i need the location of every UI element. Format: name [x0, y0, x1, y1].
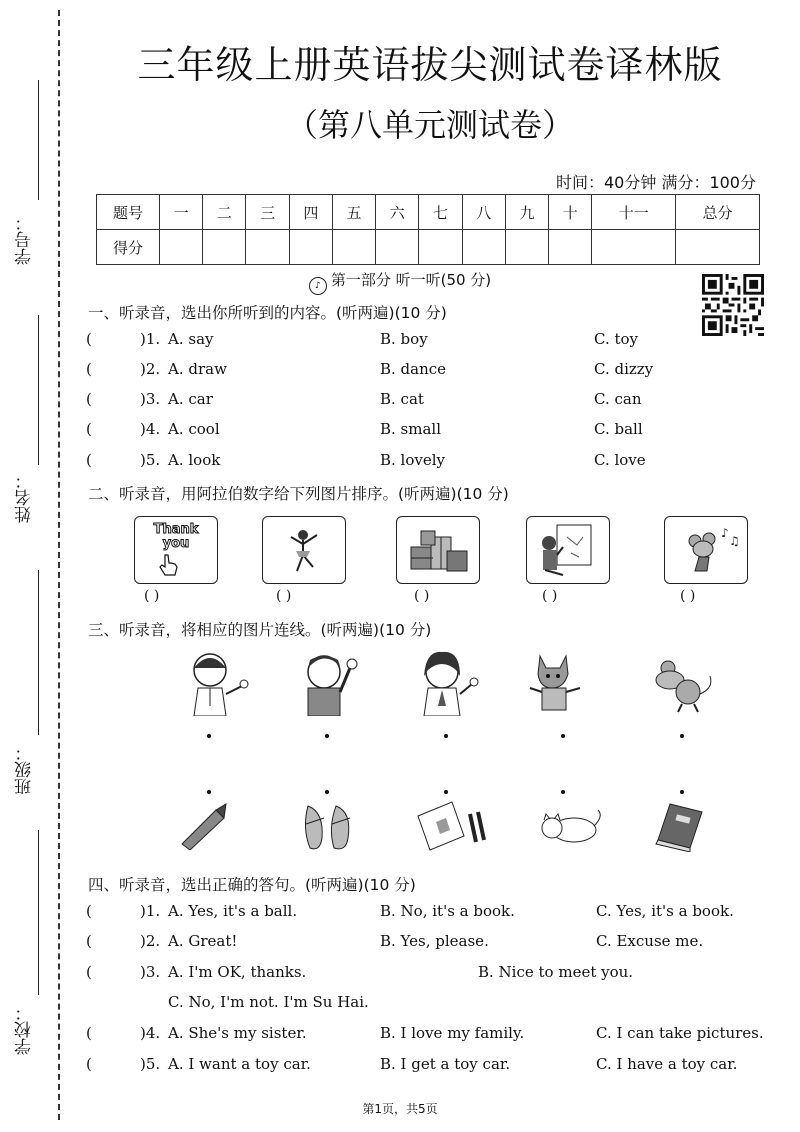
match-dot-bottom[interactable] — [325, 790, 329, 794]
match-dot-bottom[interactable] — [207, 790, 211, 794]
match-dot-top[interactable] — [207, 734, 211, 738]
option-c: C. love — [594, 451, 646, 469]
student-number-field[interactable] — [38, 80, 39, 200]
gift-boxes-picture — [396, 516, 480, 584]
section-four-heading: 四、听录音，选出正确的答句。(听两遍)(10 分) — [88, 876, 416, 894]
option-a: A. cool — [168, 420, 220, 438]
section-three-heading: 三、听录音，将相应的图片连线。(听两遍)(10 分) — [88, 621, 432, 639]
option-b: B. boy — [380, 330, 428, 348]
question-number: )4. — [140, 420, 161, 438]
question-number: )2. — [140, 360, 161, 378]
score-input-cell[interactable] — [289, 230, 332, 265]
match-dot-top[interactable] — [325, 734, 329, 738]
drawing-paper-picture — [412, 796, 488, 852]
svg-text:♫: ♫ — [729, 534, 740, 548]
answer-blank[interactable]: ( — [86, 963, 92, 981]
option-a: A. I'm OK, thanks. — [168, 963, 307, 981]
option-a: A. say — [168, 330, 214, 348]
option-a: A. draw — [168, 360, 227, 378]
option-c: C. No, I'm not. I'm Su Hai. — [168, 993, 369, 1011]
picture-order-blank[interactable]: ( ) — [144, 588, 160, 604]
score-table — [96, 194, 760, 265]
match-dot-bottom[interactable] — [444, 790, 448, 794]
score-input-cell[interactable] — [676, 230, 760, 265]
option-a: A. look — [168, 451, 221, 469]
section-two-heading: 二、听录音，用阿拉伯数字给下列图片排序。(听两遍)(10 分) — [88, 485, 509, 503]
picture-order-blank[interactable]: ( ) — [680, 588, 696, 604]
svg-text:♪: ♪ — [721, 526, 729, 540]
score-cell: 一 — [160, 195, 203, 230]
section-one-heading: 一、听录音，选出你所听到的内容。(听两遍)(10 分) — [88, 304, 447, 322]
answer-blank[interactable]: ( — [86, 902, 92, 920]
option-a: A. She's my sister. — [168, 1024, 307, 1042]
boy-painting-picture — [526, 516, 610, 584]
cat-toy-picture — [536, 804, 606, 848]
answer-blank[interactable]: ( — [86, 420, 92, 438]
score-cell: 十一 — [592, 195, 676, 230]
score-input-cell[interactable] — [203, 230, 246, 265]
page-footer: 第1页，共5页 — [362, 1102, 438, 1116]
option-c: C. I can take pictures. — [596, 1024, 764, 1042]
school-label: 学校： — [15, 1004, 35, 1056]
thank-you-card-picture — [134, 516, 218, 584]
option-c: C. toy — [594, 330, 639, 348]
score-cell: 十 — [549, 195, 592, 230]
time-info: 时间：40分钟 满分：100分 — [556, 173, 756, 192]
match-dot-bottom[interactable] — [561, 790, 565, 794]
option-c: C. I have a toy car. — [596, 1055, 738, 1073]
option-b: B. cat — [380, 390, 424, 408]
score-cell: 八 — [462, 195, 505, 230]
page-title: 三年级上册英语拔尖测试卷译林版 — [137, 43, 723, 87]
boy-painting-icon — [527, 517, 609, 583]
answer-blank[interactable]: ( — [86, 330, 92, 348]
option-a: A. car — [168, 390, 213, 408]
gift-boxes-icon — [397, 517, 479, 583]
question-number: )3. — [140, 963, 161, 981]
match-dot-bottom[interactable] — [680, 790, 684, 794]
picture-order-blank[interactable]: ( ) — [276, 588, 292, 604]
option-c: C. Excuse me. — [596, 932, 704, 950]
class-label: 班级： — [15, 744, 35, 796]
book-picture — [650, 800, 708, 852]
girl-waving-picture — [180, 646, 256, 716]
option-b: B. dance — [380, 360, 447, 378]
question-number: )1. — [140, 902, 161, 920]
question-number: )1. — [140, 330, 161, 348]
option-a: A. Great! — [168, 932, 238, 950]
part-one-heading — [0, 269, 800, 295]
option-b: B. small — [380, 420, 442, 438]
question-number: )4. — [140, 1024, 161, 1042]
answer-blank[interactable]: ( — [86, 1055, 92, 1073]
option-b: B. No, it's a book. — [380, 902, 515, 920]
option-b: B. Yes, please. — [380, 932, 489, 950]
score-input-cell[interactable] — [592, 230, 676, 265]
score-input-cell[interactable] — [376, 230, 419, 265]
score-input-cell[interactable] — [160, 230, 203, 265]
ballet-dancer-icon — [263, 517, 345, 583]
answer-blank[interactable]: ( — [86, 451, 92, 469]
score-input-cell[interactable] — [246, 230, 289, 265]
part-one-label: 第一部分 听一听(50 分) — [330, 271, 492, 289]
ballet-dancer-picture — [262, 516, 346, 584]
answer-blank[interactable]: ( — [86, 360, 92, 378]
option-a: A. Yes, it's a ball. — [168, 902, 298, 920]
name-label: 姓名： — [15, 472, 35, 524]
score-input-cell[interactable] — [419, 230, 462, 265]
score-input-cell[interactable] — [549, 230, 592, 265]
picture-order-blank[interactable]: ( ) — [414, 588, 430, 604]
option-b: B. I get a toy car. — [380, 1055, 511, 1073]
score-row-label: 得分 — [97, 230, 160, 265]
score-cell: 题号 — [97, 195, 160, 230]
pointing-hand-icon — [157, 553, 181, 579]
class-field[interactable] — [38, 570, 39, 735]
crayon-picture — [176, 800, 236, 850]
answer-blank[interactable]: ( — [86, 390, 92, 408]
match-dot-top[interactable] — [561, 734, 565, 738]
score-cell: 五 — [332, 195, 375, 230]
score-cell: 总分 — [676, 195, 760, 230]
score-input-cell[interactable] — [332, 230, 375, 265]
option-c: C. ball — [594, 420, 643, 438]
mouse-singing-picture — [664, 516, 748, 584]
question-number: )5. — [140, 1055, 161, 1073]
score-table-header-row — [97, 195, 760, 230]
answer-blank[interactable]: ( — [86, 1024, 92, 1042]
option-b: B. lovely — [380, 451, 446, 469]
option-b: B. Nice to meet you. — [478, 963, 634, 981]
option-a: A. I want a toy car. — [168, 1055, 311, 1073]
question-number: )2. — [140, 932, 161, 950]
mouse-character-picture — [648, 654, 724, 714]
score-cell: 四 — [289, 195, 332, 230]
picture-order-blank[interactable]: ( ) — [542, 588, 558, 604]
student-number-label: 学号： — [15, 214, 35, 266]
ballet-shoes-picture — [298, 798, 360, 854]
qr-code-icon[interactable] — [702, 274, 764, 336]
match-dot-top[interactable] — [680, 734, 684, 738]
option-b: B. I love my family. — [380, 1024, 525, 1042]
question-number: )5. — [140, 451, 161, 469]
thank-you-text: Thank you — [153, 522, 199, 551]
score-input-cell[interactable] — [505, 230, 548, 265]
school-field[interactable] — [38, 830, 39, 995]
score-cell: 九 — [505, 195, 548, 230]
score-cell: 二 — [203, 195, 246, 230]
match-dot-top[interactable] — [444, 734, 448, 738]
mouse-singing-icon — [665, 517, 747, 583]
score-cell: 六 — [376, 195, 419, 230]
score-input-cell[interactable] — [462, 230, 505, 265]
girl-with-tie-picture — [412, 646, 488, 716]
binding-dashed-line — [58, 10, 60, 1120]
ear-icon: ♪ — [309, 277, 327, 295]
name-field[interactable] — [38, 315, 39, 465]
score-cell: 七 — [419, 195, 462, 230]
score-cell: 三 — [246, 195, 289, 230]
answer-blank[interactable]: ( — [86, 932, 92, 950]
option-c: C. Yes, it's a book. — [596, 902, 734, 920]
boy-waving-picture — [294, 646, 370, 716]
page-subtitle: （第八单元测试卷） — [285, 106, 574, 144]
option-c: C. dizzy — [594, 360, 654, 378]
question-number: )3. — [140, 390, 161, 408]
cat-character-picture — [524, 648, 600, 714]
option-c: C. can — [594, 390, 642, 408]
score-table-score-row — [97, 230, 760, 265]
